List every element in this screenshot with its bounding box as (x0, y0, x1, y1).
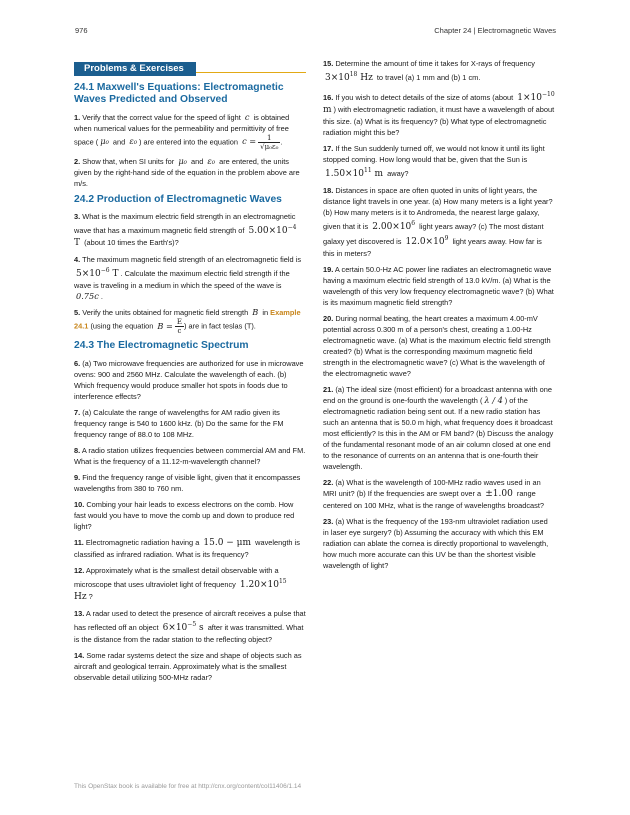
math-eps0: ε₀ (129, 136, 137, 147)
math-exponent: 6 (411, 220, 416, 227)
problem-text: (a) What is the wavelength of 100-MHz radio waves used in an MRI unit? (b) If the frequencies are swept over a (323, 478, 541, 498)
problem-15 (323, 58, 555, 84)
problem-number: 17. (323, 144, 334, 153)
problem-12 (74, 565, 306, 603)
problem-text: and (110, 137, 128, 147)
problem-text: (using the equation (88, 321, 156, 331)
problem-text: range centered on 100 MHz, what is the range of wavelengths broadcast? (323, 489, 545, 510)
problem-text: after it was transmitted. What is the distance from the radar station to the reflecting object? (74, 622, 304, 644)
math-quarter-wavelength: λ / 4 (484, 395, 503, 405)
problem-10 (74, 499, 306, 532)
math-value (323, 169, 385, 179)
example-link[interactable]: Example 24.1 (74, 308, 301, 331)
problem-number: 18. (323, 186, 334, 195)
problem-text: light years away? (c) The most distant galaxy yet discovered is (323, 222, 544, 246)
problem-23 (323, 516, 555, 571)
right-column (323, 58, 555, 576)
math-B: B (252, 307, 259, 318)
problem-text: If you wish to detect details of the size of atoms (about (333, 93, 516, 102)
math-c: c (244, 111, 250, 122)
problem-number: 21. (323, 385, 334, 394)
math-wavelength: 15.0 − μm (203, 537, 252, 548)
math-mantissa: 5.00×10 (248, 226, 288, 237)
problem-text: (about 10 times the Earth's)? (82, 238, 179, 248)
problem-3 (74, 211, 306, 249)
problem-text: ) of the electromagnetic radiation being sent out. If a new radio station has such an antenna that is 50.0 m high, what frequency does it broadcast most efficiently? Is this in the AM or FM band? (b) Discuss the analogy of the fundamental resonant mode of an air column closed at one end to the resonance of currents on an antenna that is one-fourth their wavelength. (323, 396, 554, 471)
problem-11 (74, 537, 306, 560)
problem-number: 8. (74, 445, 81, 455)
math-c-eq: c = (242, 136, 257, 147)
problem-17 (323, 143, 555, 180)
problem-text: ? (88, 591, 93, 601)
math-exponent: 11 (364, 167, 372, 174)
problem-text: If the Sun suddenly turned off, we would not know it until its light stopped coming. How long would that be, given that the Sun is (323, 144, 545, 164)
problem-text: A radio station utilizes frequencies between commercial AM and FM. What is the frequency of a 11.12-m-wavelength channel? (74, 445, 306, 466)
math-eps0: ε₀ (207, 155, 216, 166)
problem-number: 15. (323, 59, 334, 68)
problem-text: . (280, 137, 283, 147)
problem-6 (74, 358, 306, 402)
problem-number: 19. (323, 265, 334, 274)
math-unit: s (196, 622, 204, 633)
section-heading-24-3: 24.3 The Electromagnetic Spectrum (74, 340, 249, 352)
math-exponent: 15 (278, 577, 287, 585)
problem-text: Combing your hair leads to excess electrons on the comb. How fast would you have to move the comb up and down to produce red light? (74, 499, 295, 531)
problem-number: 22. (323, 478, 334, 487)
problem-number: 3. (74, 212, 81, 222)
math-mu0: μ₀ (100, 136, 109, 147)
problem-8 (74, 445, 306, 467)
math-unit: m (323, 105, 332, 115)
problem-2 (74, 156, 306, 189)
problem-9 (74, 472, 306, 494)
problem-number: 16. (323, 93, 334, 102)
problem-text: Show that, when SI units for (80, 156, 177, 166)
math-exponent: −6 (100, 267, 110, 275)
problem-number: 4. (74, 255, 81, 265)
problem-text: are entered, the units given by the right-hand side of the equation in the problem above are m/s. (74, 156, 300, 188)
math-value (74, 269, 120, 279)
problem-13 (74, 608, 306, 645)
problem-text: . Calculate the maximum electric field strength if the wave is traveling in a medium in which the speed of the wave is (74, 269, 290, 291)
problem-18 (323, 185, 555, 259)
math-value (323, 73, 375, 83)
problem-number: 2. (74, 156, 81, 166)
problem-number: 1. (74, 112, 81, 122)
math-unit: T (74, 238, 81, 249)
problem-text: What is the maximum electric field strength in an electromagnetic wave that has a maximum magnetic field strength of (74, 212, 296, 236)
problem-text: away? (385, 169, 409, 178)
problem-text: wavelength is classified as infrared radiation. What is its frequency? (74, 537, 300, 559)
problem-text: Electromagnetic radiation having a (83, 537, 202, 547)
math-exponent: −10 (542, 91, 555, 98)
math-unit: Hz (357, 73, 373, 83)
math-mantissa: 12.0×10 (405, 237, 445, 247)
problem-text: Find the frequency range of visible light, given that it encompasses wavelengths from 380 to 760 nm. (74, 472, 301, 493)
problem-text: Verify that the correct value for the speed of light (80, 112, 243, 122)
problem-14 (74, 650, 306, 683)
page-footer: This OpenStax book is available for free at http://cnx.org/content/col11406/1.14 (74, 783, 302, 790)
math-mantissa: 2.00×10 (372, 222, 412, 232)
problem-text: A radar used to detect the presence of aircraft receives a pulse that has reflected off an object (74, 608, 306, 632)
math-mu0: μ₀ (178, 155, 187, 166)
math-mantissa: 5×10 (76, 269, 101, 280)
problem-text: During normal beating, the heart creates a maximum 4.00-mV potential across 0.300 m of a person's chest, creating a 1.00-Hz electromagnetic wave. (a) What is the maximum electric field strength created? (b) What is the corresponding maximum magnetic field strength in the electromagnetic wave? (c) What is the wavelength of the electromagnetic wave? (323, 314, 551, 378)
frac-numerator: E (176, 318, 182, 327)
math-unit: T (109, 269, 119, 280)
problem-number: 7. (74, 407, 81, 417)
math-exponent: 18 (349, 71, 358, 78)
math-mantissa: 1×10 (517, 93, 543, 103)
problem-number: 10. (74, 499, 85, 509)
left-column (74, 58, 306, 688)
frac-denominator: c (177, 327, 182, 336)
banner-label: Problems & Exercises (74, 62, 196, 76)
problem-text: Determine the amount of time it takes for X-rays of frequency (333, 59, 535, 68)
section-heading-24-1: 24.1 Maxwell's Equations: Electromagnetic Waves Predicted and Observed (74, 82, 284, 106)
math-exponent: 9 (444, 235, 449, 242)
problem-number: 13. (74, 608, 85, 618)
problem-22 (323, 477, 555, 511)
problem-text: (a) Calculate the range of wavelengths for AM radio given its frequency range is 540 to 1600 kHz. (b) Do the same for the FM frequency range of 88.0 to 108 MHz. (74, 407, 284, 439)
problem-text: ) are in fact teslas (T). (183, 321, 256, 331)
math-speed: 0.75c (76, 291, 99, 302)
problem-19 (323, 264, 555, 308)
problem-text: Approximately what is the smallest detail observable with a microscope that uses ultraviolet light of frequency (74, 565, 279, 589)
math-value (404, 237, 451, 247)
problem-number: 12. (74, 565, 85, 575)
problem-text: The maximum magnetic field strength of an electromagnetic field is (80, 255, 302, 265)
problem-number: 20. (323, 314, 334, 323)
problem-text: Verify the units obtained for magnetic field strength (80, 308, 251, 318)
problem-number: 11. (74, 537, 84, 547)
problem-number: 23. (323, 517, 334, 526)
problem-text: ) with electromagnetic radiation, it must have a wavelength of about this size. (a) What is its frequency? (b) What type of electromagnetic radiation might this be? (323, 105, 555, 137)
problem-number: 6. (74, 358, 81, 368)
problem-text: (a) What is the frequency of the 193-nm ultraviolet radiation used in laser eye surgery? (b) Assuming the accuracy with which this EM radiation can ablate the cornea is directly proportional to wavelength, how much more accurate can this UV be than the shortest visible wavelength of light? (323, 517, 549, 570)
math-mantissa: 1.50×10 (325, 169, 365, 179)
problem-text: . (100, 292, 103, 302)
math-value (161, 620, 206, 633)
problem-text: is obtained when numerical values for the permeability and permittivity of free space ( (74, 112, 290, 147)
problem-text: Distances in space are often quoted in units of light years, the distance light travels in one year. (a) How many meters is a light year? (b) How many meters is it to Andromeda, the nearest large galaxy, given that it is (323, 186, 553, 231)
frac-numerator: 1 (258, 134, 280, 143)
problem-text: (a) The ideal size (most efficient) for a broadcast antenna with one end on the ground is one-fourth the wavelength ( (323, 385, 552, 405)
problem-text: in (260, 308, 271, 318)
problem-text: Some radar systems detect the size and shape of objects such as aircraft and geological terrain. Approximately what is the smallest observable detail utilizing 500-MHz radar? (74, 650, 302, 682)
problem-7 (74, 407, 306, 440)
problem-5 (74, 307, 306, 335)
section-banner (74, 58, 306, 73)
problem-number: 9. (74, 472, 81, 482)
problem-text: A certain 50.0-Hz AC power line radiates an electromagnetic wave having a maximum electric field strength of 13.0 kV/m. (a) What is the wavelength of this very low frequency electromagnetic wave? (b) What is its maximum magnetic field strength? (323, 265, 554, 307)
math-b-eq: B = (157, 320, 173, 331)
problem-text: and (188, 156, 206, 166)
problem-1 (74, 112, 306, 151)
math-mantissa: 1.20×10 (239, 579, 279, 590)
math-fraction (258, 133, 283, 151)
math-exponent: −5 (187, 620, 197, 628)
page-number: 976 (75, 26, 88, 35)
math-sweep: ±1.00 (485, 489, 513, 499)
math-unit: Hz (74, 591, 87, 602)
problem-4 (74, 254, 306, 302)
math-value (370, 222, 417, 232)
math-mantissa: 6×10 (162, 622, 188, 633)
problem-text: (a) Two microwave frequencies are authorized for use in microwave ovens: 900 and 2560 MHz. Calculate the wavelength of each. (b) Which frequency would produce smaller hot spots in foods due to interference effects? (74, 358, 304, 401)
problem-number: 5. (74, 308, 81, 318)
problem-number: 14. (74, 650, 85, 660)
problem-20 (323, 313, 555, 379)
math-exponent: −4 (287, 224, 297, 232)
problem-text: ) are entered into the equation (139, 137, 241, 147)
frac-denominator: √μ₀ε₀ (260, 142, 279, 151)
math-fraction (175, 318, 184, 335)
math-mantissa: 3×10 (325, 73, 350, 83)
chapter-title: Chapter 24 | Electromagnetic Waves (434, 26, 556, 35)
problem-16 (323, 89, 555, 138)
section-heading-24-2: 24.2 Production of Electromagnetic Waves (74, 193, 282, 205)
problem-text: light years away. How far is this in meters? (323, 237, 542, 258)
problem-21 (323, 384, 555, 472)
problem-text: to travel (a) 1 mm and (b) 1 cm. (374, 73, 481, 82)
math-unit: m (371, 169, 384, 179)
